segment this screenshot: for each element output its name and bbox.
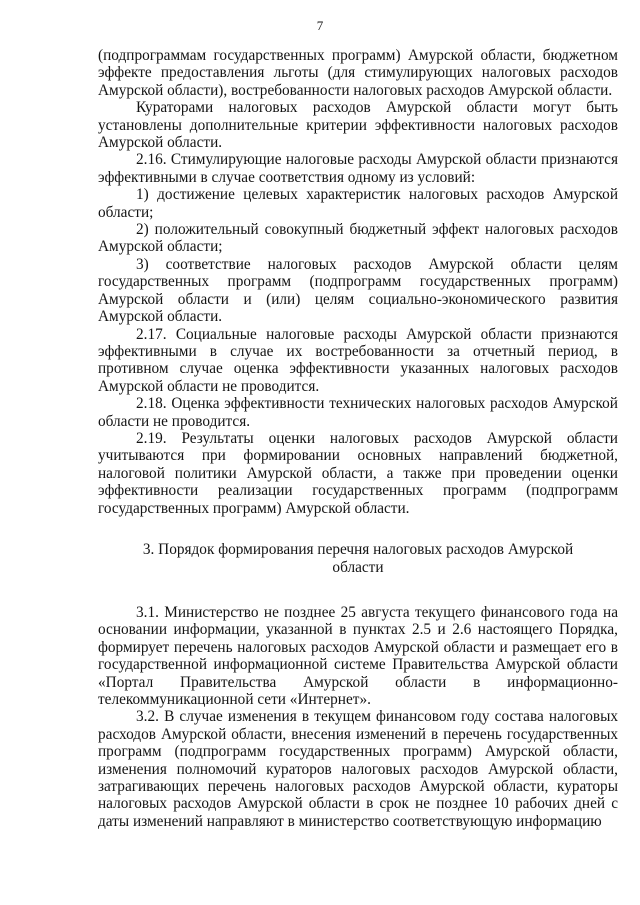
- paragraphs-after: [98, 604, 618, 830]
- paragraph: Кураторами налоговых расходов Амурской области могут быть установлены дополнительные критерии эффективности налоговых расходов Амурской области.: [98, 99, 618, 152]
- paragraph: 3.2. В случае изменения в текущем финансовом году состава налоговых расходов Амурской области, внесения изменений в перечень государственных программ (подпрограмм государственных программ) Амурской области, изменения полномочий кураторов налоговых расходов Амурской области, затрагивающих перечень налоговых расходов Амурской области, кураторы налоговых расходов Амурской области в срок не позднее 10 рабочих дней с даты изменений направляют в министерство соответствующую информацию: [98, 708, 618, 830]
- paragraph: 2) положительный совокупный бюджетный эффект налоговых расходов Амурской области;: [98, 221, 618, 256]
- paragraphs-before: [98, 47, 618, 517]
- paragraph: 3) соответствие налоговых расходов Амурской области целям государственных программ (подпрограмм государственных программ) Амурской области и (или) целям социально-экономического развития Амурской области.: [98, 255, 618, 326]
- paragraph: 2.18. Оценка эффективности технических налоговых расходов Амурской области не проводится.: [98, 395, 618, 430]
- paragraph: 2.16. Стимулирующие налоговые расходы Амурской области признаются эффективными в случае соответствия одному из условий:: [98, 151, 618, 186]
- paragraph: 2.19. Результаты оценки налоговых расходов Амурской области учитываются при формировании основных направлений бюджетной, налоговой политики Амурской области, а также при проведении оценки эффективности реализации государственных программ (подпрограмм государственных программ) Амурской области.: [98, 429, 618, 517]
- section-heading: 3. Порядок формирования перечня налоговых расходов Амурской области: [142, 540, 574, 576]
- paragraph: 2.17. Социальные налоговые расходы Амурской области признаются эффективными в случае их востребованности за отчетный период, в противном случае оценка эффективности указанных налоговых расходов Амурской области не проводится.: [98, 325, 618, 395]
- paragraph: 3.1. Министерство не позднее 25 августа текущего финансового года на основании информации, указанной в пунктах 2.5 и 2.6 настоящего Порядка, формирует перечень налоговых расходов Амурской области и размещает его в государственной информационной системе Правительства Амурской области «Портал Правительства Амурской области в информационно-телекоммуникационной сети «Интернет».: [98, 603, 618, 708]
- page-number: 7: [316, 18, 324, 33]
- paragraph: (подпрограммам государственных программ) Амурской области, бюджетном эффекте предоставления льготы (для стимулирующих налоговых расходов Амурской области), востребованности налоговых расходов Амурской области.: [98, 47, 618, 99]
- paragraph: 1) достижение целевых характеристик налоговых расходов Амурской области;: [98, 186, 618, 221]
- document-body: [98, 47, 618, 830]
